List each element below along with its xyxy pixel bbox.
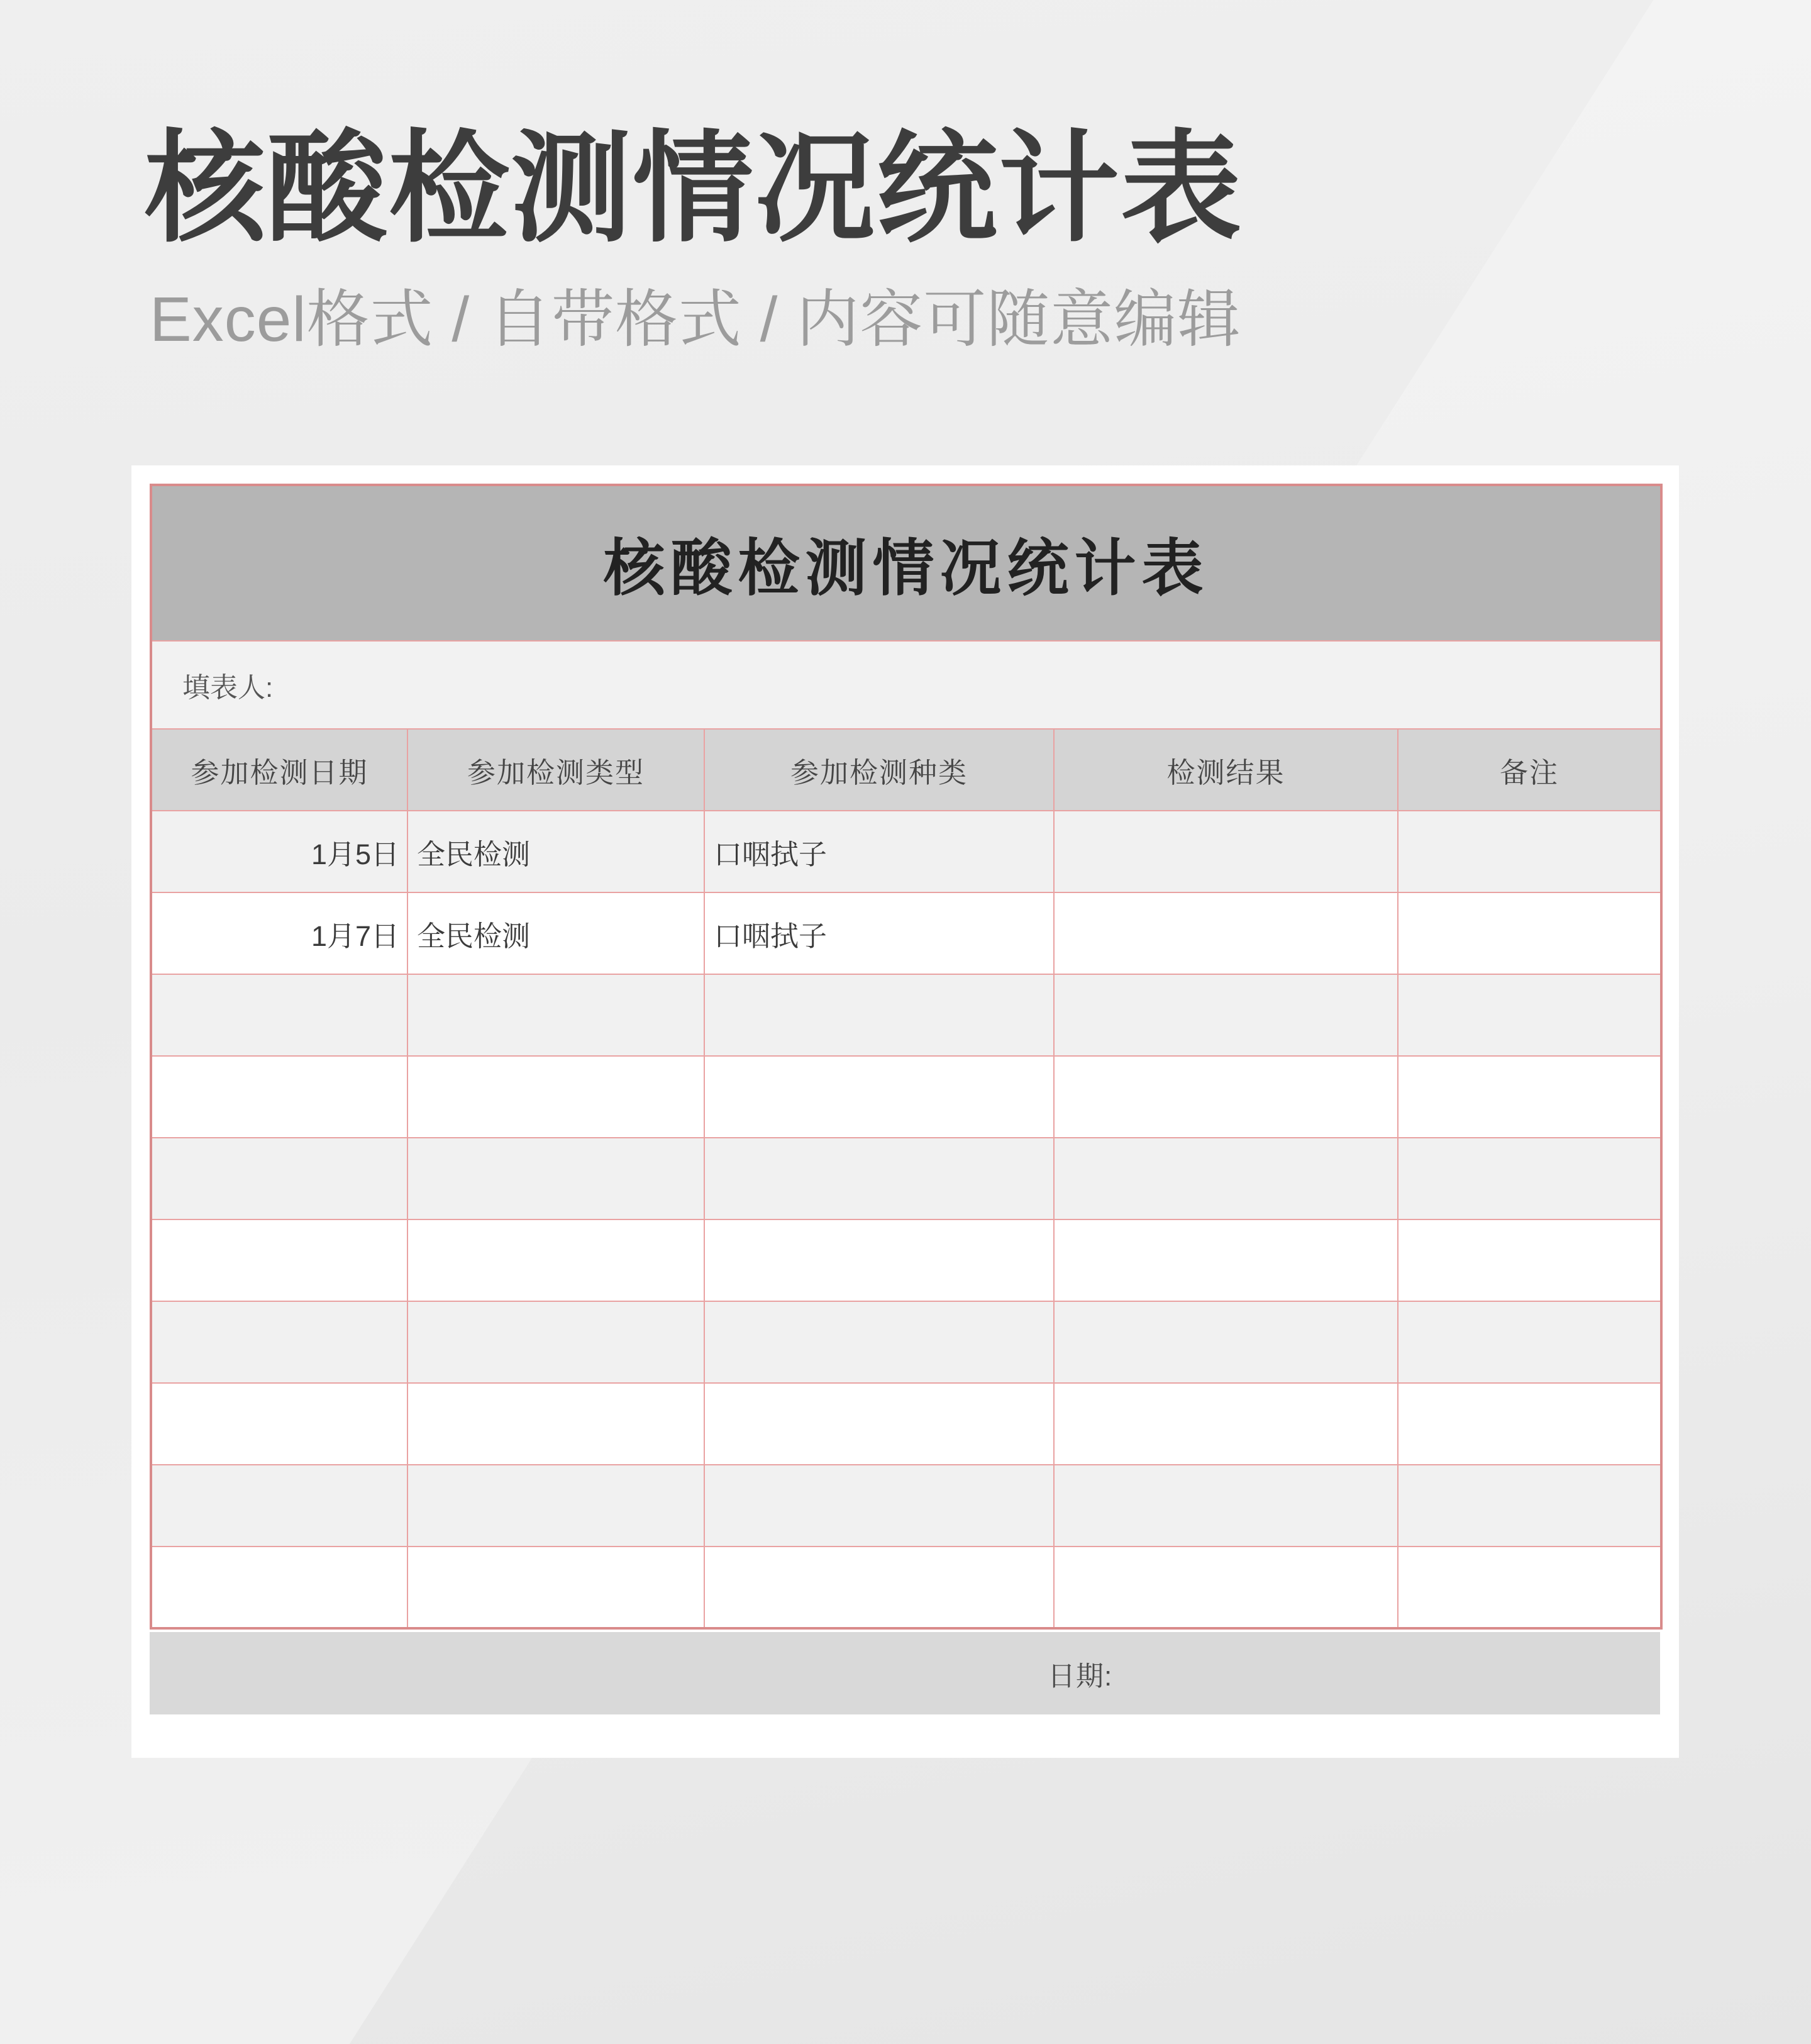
cell[interactable]: [704, 1219, 1054, 1301]
cell[interactable]: [151, 1301, 407, 1383]
cell[interactable]: [407, 974, 704, 1056]
cell[interactable]: [407, 1383, 704, 1465]
date-label[interactable]: 日期:: [1048, 1660, 1113, 1692]
cell[interactable]: 全民检测: [407, 892, 704, 974]
cell[interactable]: [407, 1465, 704, 1547]
cell[interactable]: [1054, 1465, 1398, 1547]
cell[interactable]: [1054, 974, 1398, 1056]
table-row: [151, 1301, 1661, 1383]
column-header-2: 参加检测类型: [407, 729, 704, 811]
excel-template-card: [131, 465, 1679, 1758]
table-row: [151, 1465, 1661, 1547]
cell[interactable]: [407, 1056, 704, 1138]
cell[interactable]: [1054, 1301, 1398, 1383]
cell[interactable]: [704, 1547, 1054, 1628]
table-row: [151, 1383, 1661, 1465]
cell[interactable]: [1398, 1383, 1661, 1465]
table-row: [151, 974, 1661, 1056]
cell[interactable]: [151, 1547, 407, 1628]
sheet-title: 核酸检测情况统计表: [151, 485, 1661, 641]
cell[interactable]: [407, 1138, 704, 1219]
column-header-3: 参加检测种类: [704, 729, 1054, 811]
cell[interactable]: [704, 974, 1054, 1056]
cell[interactable]: [1054, 1219, 1398, 1301]
cell[interactable]: 全民检测: [407, 811, 704, 892]
cell[interactable]: 口咽拭子: [704, 811, 1054, 892]
cell[interactable]: [1054, 1056, 1398, 1138]
cell[interactable]: [704, 1383, 1054, 1465]
column-header-4: 检测结果: [1054, 729, 1398, 811]
table-row: [151, 1056, 1661, 1138]
filler-row: [151, 641, 1661, 729]
cell[interactable]: [704, 1465, 1054, 1547]
cell[interactable]: [407, 1547, 704, 1628]
cell[interactable]: [1054, 1138, 1398, 1219]
sheet-title-row: [151, 485, 1661, 641]
cell[interactable]: [1054, 1383, 1398, 1465]
table-row: [151, 892, 1661, 974]
page-title: 核酸检测情况统计表: [145, 121, 1243, 256]
table-body: [151, 811, 1661, 1628]
header-row: [151, 729, 1661, 811]
cell[interactable]: [704, 1301, 1054, 1383]
cell[interactable]: [1054, 892, 1398, 974]
cell[interactable]: [407, 1301, 704, 1383]
sheet-footer-bar: [150, 1632, 1660, 1714]
filler-person-cell[interactable]: 填表人:: [151, 641, 1661, 729]
nucleic-acid-test-table: [150, 484, 1663, 1630]
cell[interactable]: [151, 1056, 407, 1138]
cell[interactable]: [1398, 811, 1661, 892]
cell[interactable]: [1398, 1465, 1661, 1547]
cell[interactable]: [151, 1465, 407, 1547]
column-header-1: 参加检测日期: [151, 729, 407, 811]
table-row: [151, 1547, 1661, 1628]
cell[interactable]: [1398, 1056, 1661, 1138]
cell[interactable]: [151, 1138, 407, 1219]
cell[interactable]: [1398, 974, 1661, 1056]
cell[interactable]: [1054, 811, 1398, 892]
cell[interactable]: [407, 1219, 704, 1301]
table-row: [151, 1138, 1661, 1219]
cell[interactable]: [1054, 1547, 1398, 1628]
cell[interactable]: [1398, 892, 1661, 974]
cell[interactable]: [1398, 1301, 1661, 1383]
cell[interactable]: [151, 1383, 407, 1465]
cell[interactable]: [1398, 1138, 1661, 1219]
cell[interactable]: [1398, 1547, 1661, 1628]
cell[interactable]: [151, 1219, 407, 1301]
cell[interactable]: [151, 974, 407, 1056]
cell[interactable]: [704, 1056, 1054, 1138]
cell[interactable]: 1月5日: [151, 811, 407, 892]
cell[interactable]: [704, 1138, 1054, 1219]
cell[interactable]: 1月7日: [151, 892, 407, 974]
table-row: [151, 811, 1661, 892]
cell[interactable]: [1398, 1219, 1661, 1301]
column-header-5: 备注: [1398, 729, 1661, 811]
page-subtitle: Excel格式 / 自带格式 / 内容可随意编辑: [150, 284, 1241, 355]
cell[interactable]: 口咽拭子: [704, 892, 1054, 974]
table-row: [151, 1219, 1661, 1301]
